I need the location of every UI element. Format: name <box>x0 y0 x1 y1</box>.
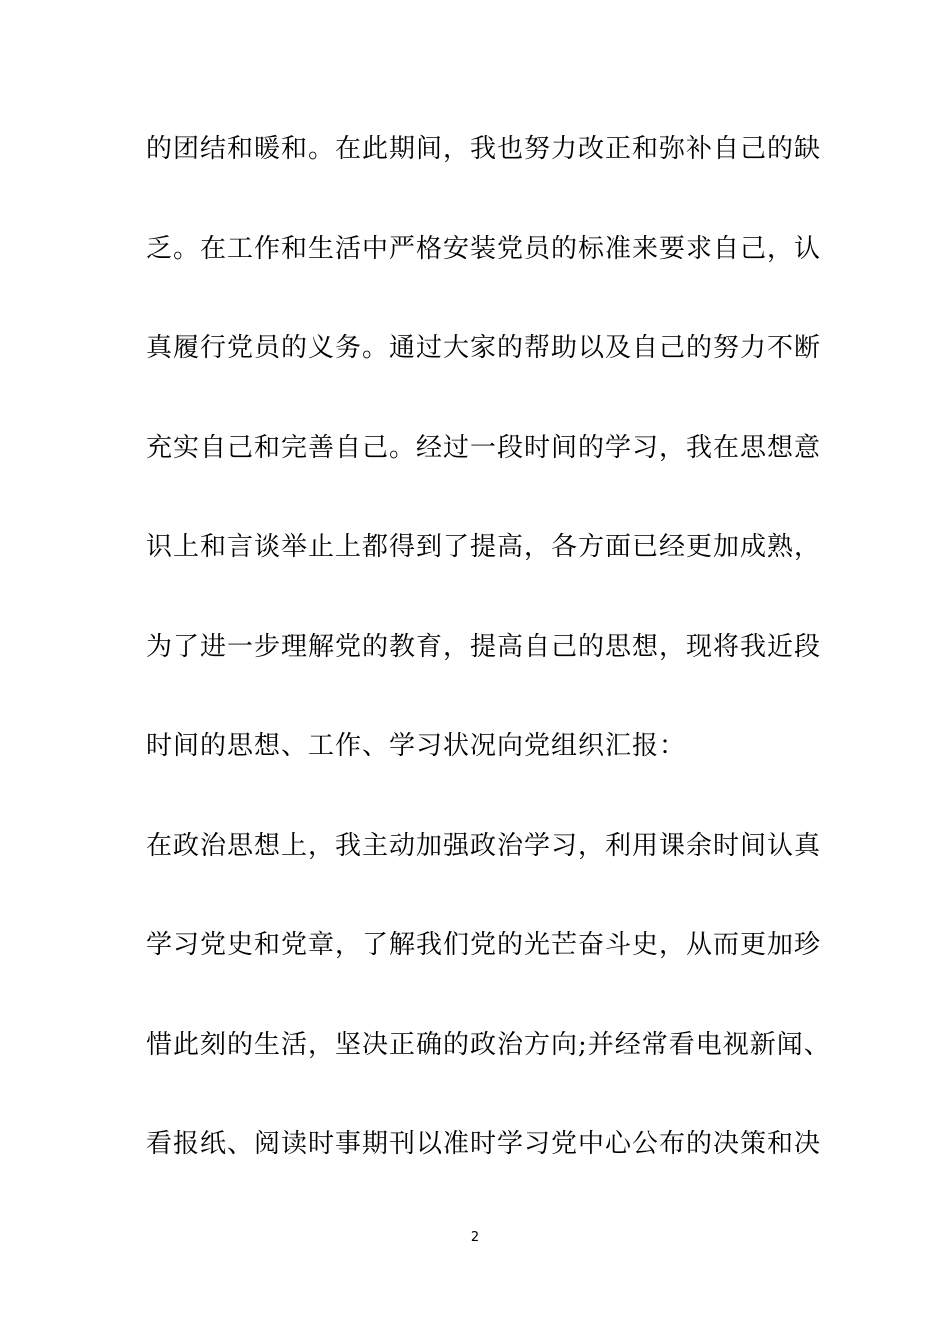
text-line: 真履行党员的义务。通过大家的帮助以及自己的努力不断 <box>146 333 822 363</box>
text-line: 的团结和暖和。在此期间，我也努力改正和弥补自己的缺 <box>146 134 822 164</box>
text-line: 充实自己和完善自己。经过一段时间的学习，我在思想意 <box>146 432 822 463</box>
text-line: 惜此刻的生活，坚决正确的政治方向;并经常看电视新闻、 <box>146 1029 831 1060</box>
body-text <box>146 124 831 1219</box>
text-line: 识上和言谈举止上都得到了提高，各方面已经更加成熟， <box>146 532 822 562</box>
text-line: 学习党史和党章，了解我们党的光芒奋斗史，从而更加珍 <box>146 930 822 960</box>
text-line: 在政治思想上，我主动加强政治学习，利用课余时间认真 <box>146 830 822 861</box>
text-line: 为了进一步理解党的教育，提高自己的思想，现将我近段 <box>146 631 822 662</box>
text-line: 乏。在工作和生活中严格安装党员的标准来要求自己，认 <box>146 233 822 264</box>
text-line: 看报纸、阅读时事期刊以准时学习党中心公布的决策和决 <box>146 1129 822 1159</box>
page-number: 2 <box>470 1230 480 1245</box>
text-line: 时间的思想、工作、学习状况向党组织汇报： <box>146 731 687 761</box>
